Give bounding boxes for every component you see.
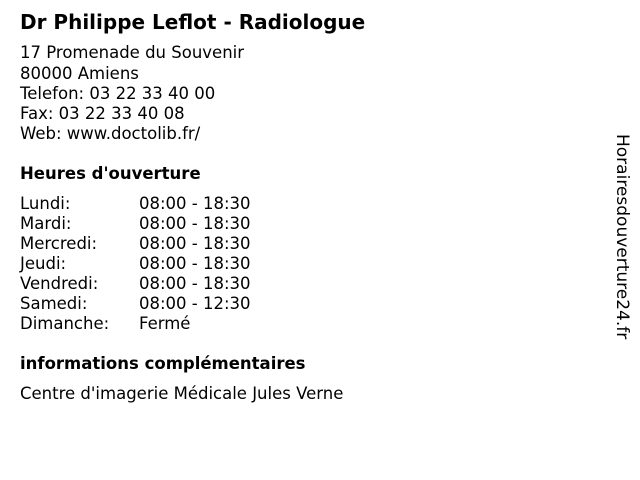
opening-hours-heading: Heures d'ouverture	[20, 164, 201, 183]
additional-info-text: Centre d'imagerie Médicale Jules Verne	[20, 384, 344, 403]
hours-day: Lundi:	[20, 194, 71, 213]
hours-row-wednesday	[20, 234, 320, 254]
hours-time: Fermé	[139, 314, 191, 333]
hours-row-monday	[20, 194, 320, 214]
additional-info-heading: informations complémentaires	[20, 354, 306, 373]
phone-line: Telefon: 03 22 33 40 00	[20, 84, 216, 103]
hours-time: 08:00 - 18:30	[139, 274, 251, 293]
hours-day: Samedi:	[20, 294, 88, 313]
hours-day: Mardi:	[20, 214, 72, 233]
watermark	[612, 134, 632, 344]
hours-day: Jeudi:	[20, 254, 67, 273]
hours-day: Mercredi:	[20, 234, 98, 253]
hours-time: 08:00 - 18:30	[139, 234, 251, 253]
address-line-street: 17 Promenade du Souvenir	[20, 43, 245, 62]
hours-row-saturday	[20, 294, 320, 314]
address-line-city: 80000 Amiens	[20, 64, 139, 83]
web-line: Web: www.doctolib.fr/	[20, 124, 201, 143]
hours-time: 08:00 - 12:30	[139, 294, 251, 313]
hours-row-friday	[20, 274, 320, 294]
fax-line: Fax: 03 22 33 40 08	[20, 104, 185, 123]
hours-row-tuesday	[20, 214, 320, 234]
watermark-text: Horairesdouverture24.fr	[612, 134, 632, 340]
hours-row-thursday	[20, 254, 320, 274]
hours-time: 08:00 - 18:30	[139, 194, 251, 213]
hours-day: Dimanche:	[20, 314, 110, 333]
hours-time: 08:00 - 18:30	[139, 214, 251, 233]
hours-row-sunday	[20, 314, 320, 334]
hours-day: Vendredi:	[20, 274, 99, 293]
hours-time: 08:00 - 18:30	[139, 254, 251, 273]
page-title: Dr Philippe Leflot - Radiologue	[20, 10, 366, 34]
